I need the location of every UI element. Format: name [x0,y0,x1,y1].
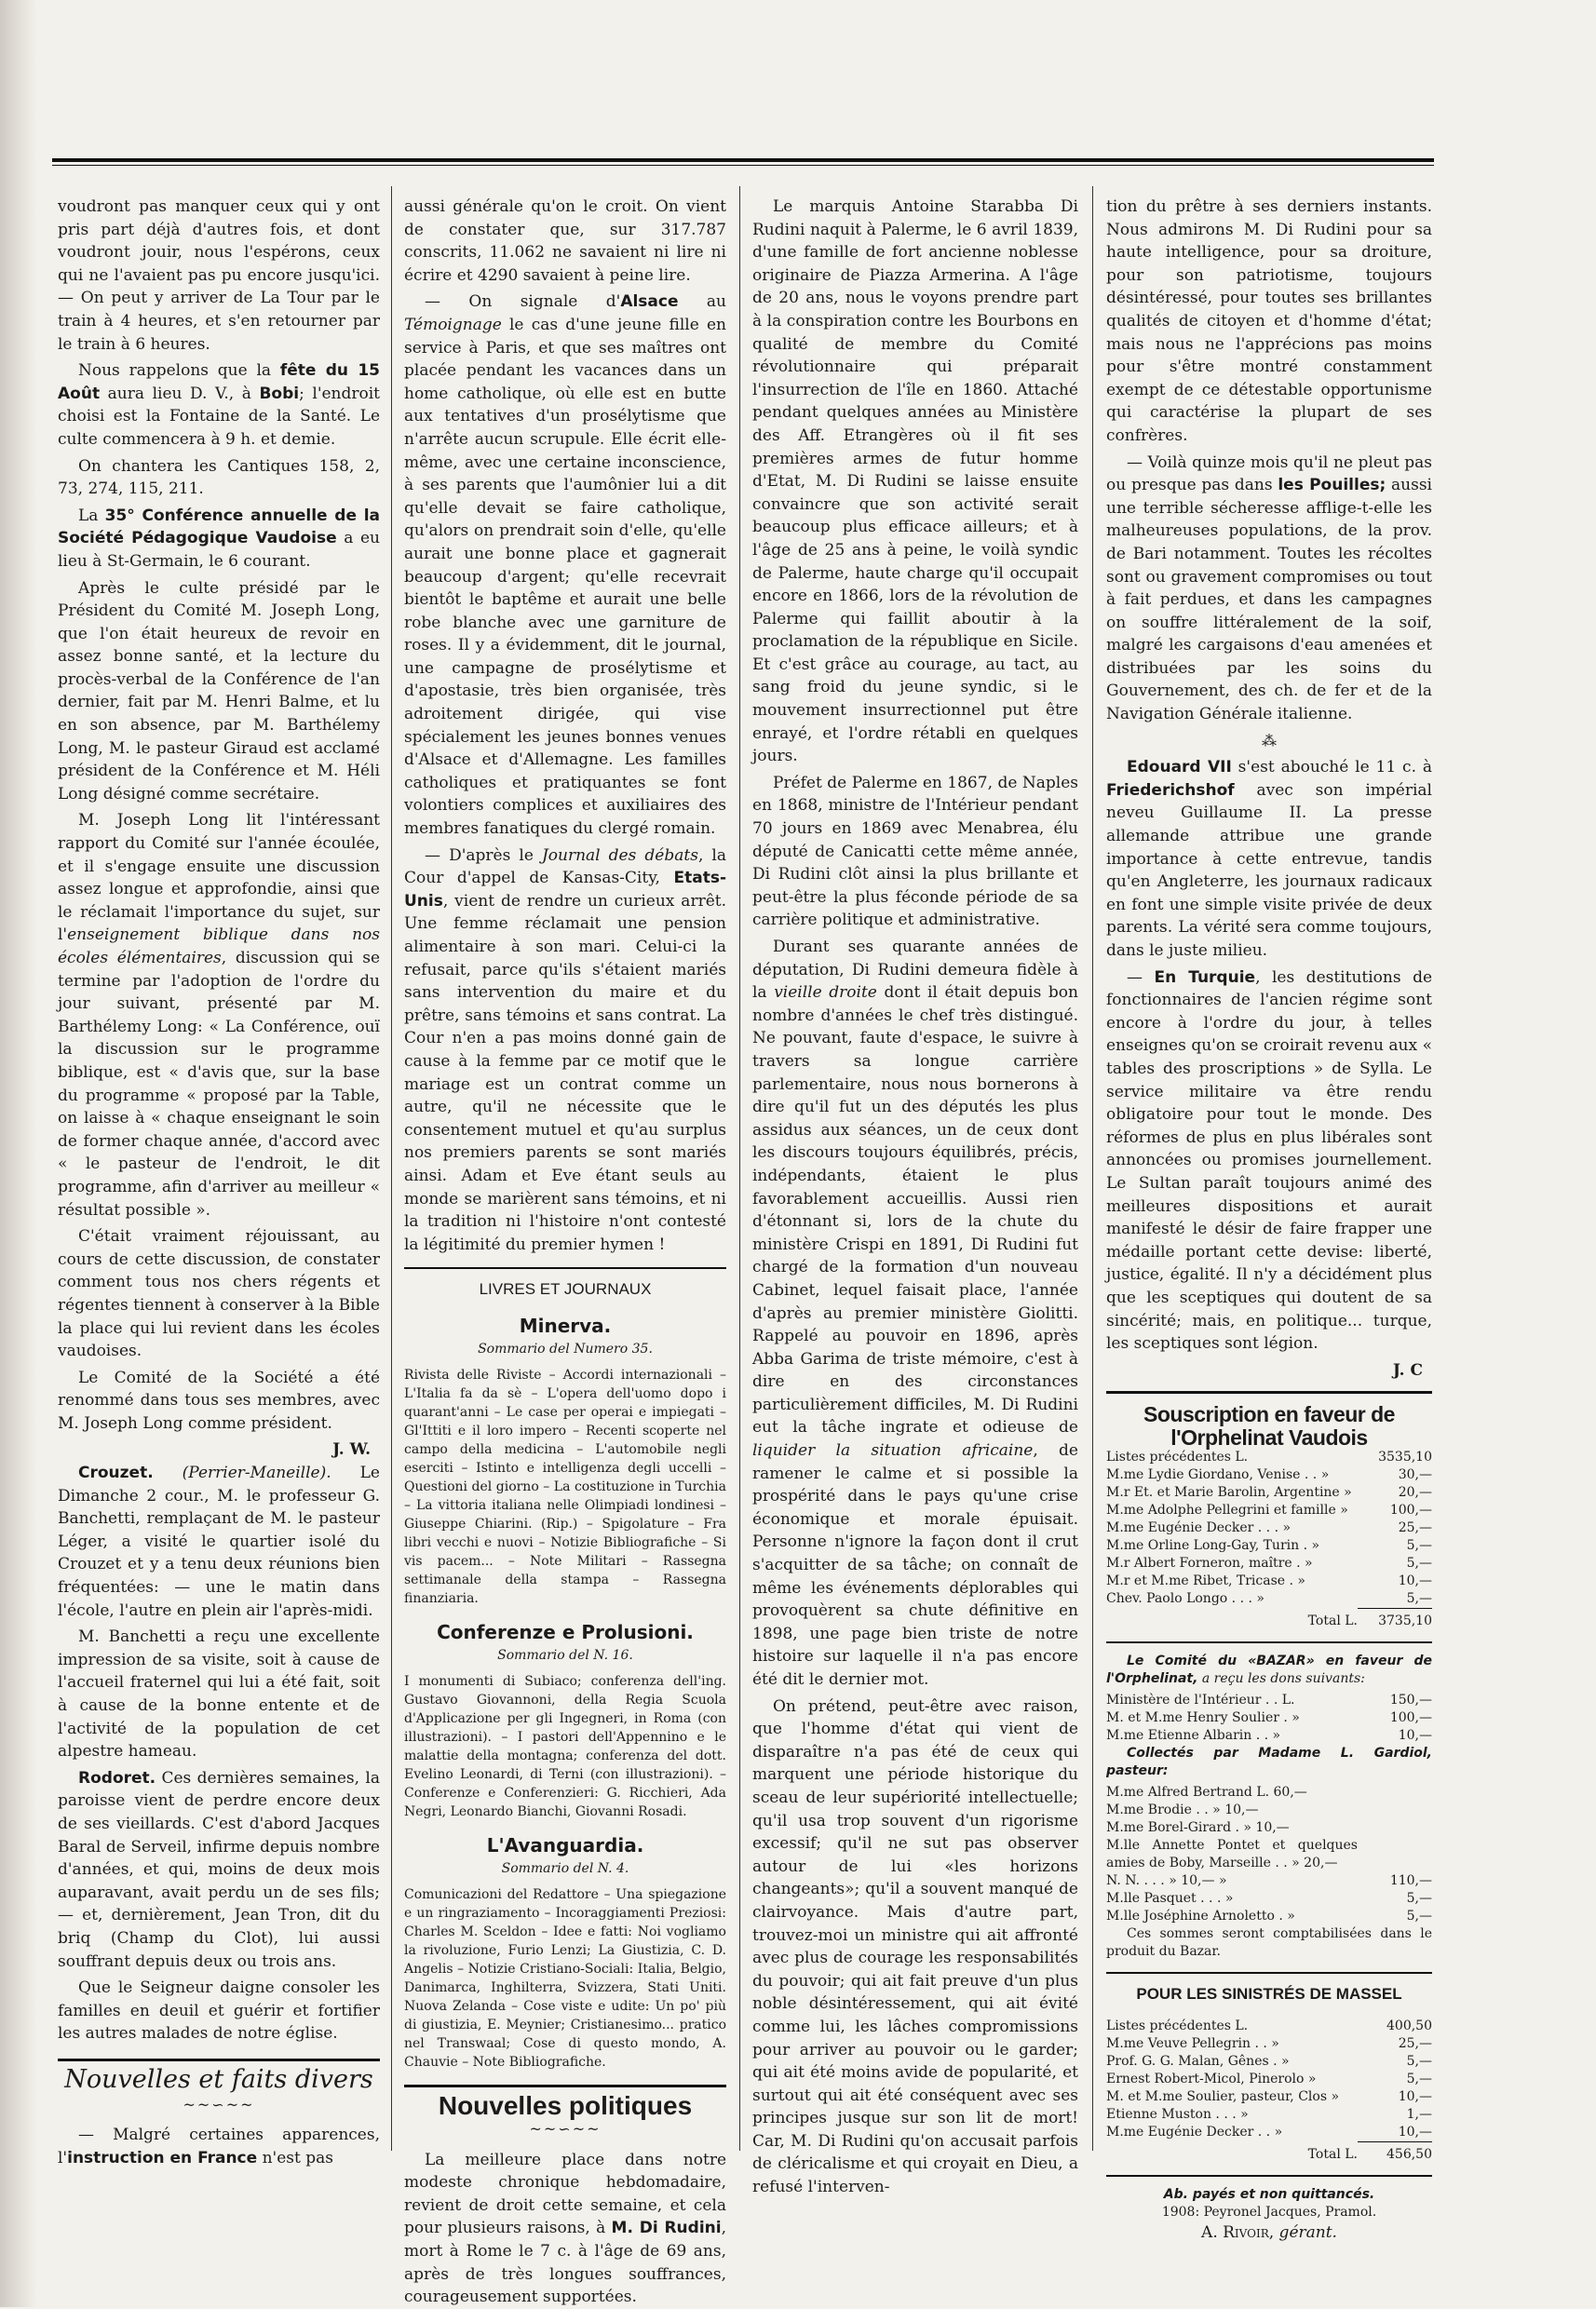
donor-name: M.r et M.me Ribet, Tricase . » [1106,1573,1305,1589]
text: — On signale d' [425,292,621,312]
text: au [678,292,726,312]
paragraph [752,936,1078,1692]
table-row [1106,2106,1432,2124]
amount: 5,— [1406,1538,1432,1554]
text: , les destitutions de fonctionnaires de l'ancien régime sont encore à l'ordre du jour, à telles enseignes qu'on se croirait revenu aux « tables des proscriptions » de Sylla. Le service militaire va être rendu obligatoire pour tout le monde. Des réformes de plus en plus libérales sont annoncées ou promises journellement. Le Sultan paraît toujours animé des meilleures dispositions et aurait manifesté le désir de faire frapper une médaille portant cette devise: liberté, justice, égalité. Il n'y a décidément plus que les sceptiques qui doutent de sa sincérité; mais, en politique... turque, les sceptiques sont légion. [1106,967,1433,1354]
text: — D'après le [425,845,542,865]
column-4 [1106,196,1433,2243]
text: La [78,506,105,525]
bold-text: les Pouilles; [1278,476,1386,495]
table-row [1106,1519,1432,1537]
text: ; l'endroit choisi est la Fontaine de la Santé. Le culte commencera à 9 h. et demie. [58,384,381,449]
bold-text: Etats-Unis [404,869,726,911]
total-label: Total L. [1307,2146,1358,2162]
column-divider [1092,186,1093,2151]
paragraph: Préfet de Palerme en 1867, de Naples en 1868, ministre de l'Intérieur pendant 70 jours en 1869 avec Menabrea, élu député de Canicatti cette même année, Di Rudini clôt ainsi la plus brillante et peut-être la plus féconde période de sa carrière politique et administrative. [752,773,1078,930]
magazine-subtitle: Sommario del Numero 35. [478,1341,653,1357]
paragraph [58,505,380,574]
text: dont il était depuis bon nombre d'années le chef très distingué. Ne pouvant, faute d'espace, le suivre à travers sa longue carrière parlementaire, nous nous bornerons à dire qu'il fut un des députés les plus assidus aux séances, un de ceux dont les discours toujours équilibrés, précis, indépendants, étaient le plus favorablement accueillis. Aussi rien d'étonnant si, lors de la chute du ministère Crispi en 1891, Di Rudini fut chargé de la formation d'un nouveau Cabinet, lequel faisait place, l'année d'après au premier ministère Giolitti. Rappelé au pouvoir en 1896, après Abba Garima de triste mémoire, c'est à dire en des circonstances particulièrement difficiles, M. Di Rudini eut la tâche ingrate et odieuse de [752,983,1078,1438]
column-1 [58,196,381,2167]
text: , la Cour d'appel de Kansas-City, [404,845,726,888]
magazine-summary: Rivista delle Riviste – Accordi internazionali – L'Italia fa da sè – L'opera dell'uomo dopo i quarant'anni – Le case per operai e impiegati – Gl'Ittiti e il loro impero – Recenti scoperte nel campo della medicina – L'automobile negli eserciti – Istinto e intelligenza degli uccelli – Questioni del giorno – La costituzione in Turchia – La vittoria italiana nelle Olimpiadi londinesi – Giuseppe Chiarini. (Rip.) – Spigolature – Fra libri vecchi e nuovi – Notizie Bibliografiche – Si vis pacem... – Note Militari – Rassegna settimanale della stampa – Rassegna finanziaria. [404,1368,726,1607]
italic-text: Témoignage [404,315,502,334]
paragraph [1106,966,1432,1356]
table-row [1106,1573,1432,1590]
bold-text: En Turquie [1154,967,1256,987]
italic-text: liquider la situation africaine [752,1441,1034,1461]
signature: J. C [1392,1360,1423,1380]
bold-text: 35° Conférence annuelle de la Société Pédagogique Vaudoise [58,506,380,548]
amount: 30,— [1398,1467,1432,1483]
bold-text: Edouard VII [1127,758,1232,777]
donor-name: Etienne Muston . . . » [1106,2107,1249,2123]
text: — Voilà quinze mois qu'il ne pleut pas ou presque pas dans [1106,452,1432,495]
table-row [1106,1484,1432,1502]
donor-name: Chev. Paolo Longo . . . » [1106,1591,1265,1607]
table-row [1106,1890,1432,1908]
paragraph [1106,756,1432,962]
text: , mort à Rome le 7 c. à l'âge de 69 ans, après de très longues souffrances, courageusement supportées. [404,2219,726,2307]
donor-name: M.me Eugénie Decker . . . » [1106,1520,1292,1536]
text: s'est abouché le 11 c. à [1231,758,1432,777]
donor-name: Ernest Robert-Micol, Pinerolo » [1106,2072,1317,2087]
donor-name: Ministère de l'Intérieur . . L. [1106,1693,1295,1708]
donor-name: M. et M.me Soulier, pasteur, Clos » [1106,2089,1340,2105]
table-row [1106,1908,1432,1925]
bold-text: instruction en France [67,2148,258,2167]
donor-name: Prof. G. G. Malan, Gênes . » [1106,2054,1290,2070]
paragraph: On prétend, peut-être avec raison, que l'homme d'état qui vient de disparaître n'a pas été de ceux qui marquent une période historique du sceau de leur supériorité intellectuelle; qu'il usa trop souvent d'un rigorisme excessif; qu'il ne sut pas observer autour de lui «les horizons changeants»; qu'il a souvent manqué de clairvoyance. Mais d'autre part, trouvez-moi un ministre qui ait affronté avec plus de courage les responsabilités du pouvoir; qui ait fait preuve d'un plus noble désintéressement, qui ait évité comme lui, les lâches compromissions pour arriver au pouvoir ou le garder; qui ait été moins avide de popularité, et surtout qui ait été conséquent avec ses principes jusque sur son lit de mort! Car, M. Di Rudini qu'on accusait parfois de cléricalisme et qui croyait en Dieu, a refusé l'interven- [752,1696,1078,2197]
column-divider [739,186,740,2151]
donor-name: M.me Orline Long-Gay, Turin . » [1106,1538,1320,1554]
paragraph [58,359,380,451]
total-amount: 456,50 [1358,2142,1432,2165]
bold-italic-text: Le Comité du «BAZAR» en faveur de l'Orphelinat, [1106,1654,1432,1687]
paragraph [58,2124,380,2169]
paragraph [1106,1653,1432,1688]
text: a eu lieu à St-Germain, le 6 courant. [58,529,380,571]
magazine-title: Minerva. [519,1314,612,1337]
paragraph: Après le culte présidé par le Président du Comité M. Joseph Long, que l'on était heureux de revoir en assez bonne santé, et la lecture du procès-verbal de la Conférence de l'an dernier, fait par M. Henri Balme, et lu en son absence, par M. Barthélemy Long, M. le pasteur Giraud est acclamé président de la Conférence et M. Héli Long désigné comme secrétaire. [58,578,380,803]
table-row [1106,1692,1432,1709]
ornament: ~~∽~~ [183,2095,255,2113]
text: aussi une terrible sécheresse afflige-t-elle les malheureuses populations, de la prov. de Bari notamment. Toutes les récoltes sont ou gravement compromises ou tout à fait perdues, et dans les campagnes on souffre littéralement de la soif, malgré les cargaisons d'eau amenées et distribuées par les soins du Gouvernement, des ch. de fer et de la Navigation Générale italienne. [1106,476,1432,724]
donation-table [1106,1692,1432,1745]
amount [1358,1837,1432,1872]
paragraph: C'était vraiment réjouissant, au cours de cette discussion, de constater comment tous nos chers régents et régentes tiennent à conserver à la Bible la place qui lui revient dans les écoles vaudoises. [58,1227,380,1361]
total-label: Total L. [1307,1613,1358,1628]
paragraph: aussi générale qu'on le croit. On vient de constater que, sur 317.787 conscrits, 11.062 ne savaient ni lire ni écrire et 4290 savaient à peine lire. [404,197,726,285]
bold-text: Alsace [620,292,679,312]
amount: 5,— [1406,1891,1432,1907]
paragraph [58,1767,380,1973]
bazar-note: Ces sommes seront comptabilisées dans le produit du Bazar. [1106,1926,1432,1960]
bold-text: Bobi [259,384,300,403]
divider [1106,1641,1432,1643]
paragraph: voudront pas manquer ceux qui y ont pris part déjà d'autres fois, et dont voudront jouir, nous l'espérons, ceux qui ne l'avaient pas pu encore jusqu'ici. — On peut y arriver de La Tour par le train à 4 heures, et s'en retourner par le train à 6 heures. [58,197,380,354]
donor-name: Listes précédentes L. [1106,2019,1249,2034]
table-row [1106,1727,1432,1745]
bold-text: Crouzet. [78,1464,154,1483]
table-row [1106,1449,1432,1466]
donor-name: M.lle Annette Pontet et quelques amies de Boby, Marseille . . » 20,— [1106,1838,1358,1871]
text: — Malgré certaines apparences, l' [58,2126,380,2167]
subscription-title: Souscription en faveur de l'Orphelinat Vaudois [1106,1391,1432,1449]
subscription-table [1106,2018,1432,2164]
paragraph [1106,452,1432,726]
donor-name: M.lle Pasquet . . . » [1106,1891,1234,1907]
collection-note: Collectés par Madame L. Gardiol, pasteur: [1106,1746,1432,1779]
table-row [1106,1537,1432,1555]
subscriptions-line: 1908: Peyronel Jacques, Pramol. [1161,2205,1377,2221]
amount: 5,— [1406,1556,1432,1572]
table-row [1106,2018,1432,2035]
amount: 10,— [1398,1728,1432,1744]
donor-name: M.me Brodie . . » 10,— [1106,1803,1259,1818]
donation-table [1106,1784,1432,1925]
bold-text: fête du 15 Août [58,361,380,403]
paragraph: Le marquis Antoine Starabba Di Rudini naquit à Palerme, le 6 avril 1839, d'une famille de fort ancienne noblesse originaire de Piazza Armerina. A l'âge de 20 ans, nous le voyons prendre part à la conspiration contre les Bourbons en qualité de membre du Comité révolutionnaire qui préparait l'insurrection de l'île en 1860. Attaché pendant quelques années au Ministère des Aff. Etrangères où il fit ses premières armes de futur homme d'Etat, M. Di Rudini se laisse ensuite convaincre que son activité serait beaucoup plus efficace ailleurs; et à l'âge de 25 ans à peine, le voilà syndic de Palerme, haute charge qu'il occupait encore en 1866, lors de la révolution de Palerme qui faillit aboutir à la proclamation de la république en Sicile. Et c'est grâce au courage, au tact, au sang froid du jeune syndic, si le mouvement insurrectionnel put être enrayé, et l'ordre rétabli en quelques jours. [752,197,1078,766]
total-row [1106,2142,1432,2165]
donor-name: M.me Alfred Bertrand L. 60,— [1106,1785,1307,1801]
subscriptions-title: Ab. payés et non quittancés. [1163,2187,1375,2203]
text: Le Dimanche 2 cour., M. le professeur G. Banchetti, remplaçant de M. le pasteur Léger, a visité le quartier isolé du Crouzet et y a tenu deux réunions bien fréquentées: — une le matin dans l'école, l'autre en plein air l'après-midi. [58,1464,380,1620]
donor-name: M.r Albert Forneron, maître . » [1106,1556,1313,1572]
magazine-subtitle: Sommario del N. 4. [501,1860,629,1876]
donor-name: M.me Etienne Albarin . . » [1106,1728,1281,1744]
italic-text: Journal des débats [541,845,698,865]
scan-shadow [0,0,37,2307]
table-row [1106,1590,1432,1609]
amount: 10,— [1398,2089,1432,2105]
total-row [1106,1609,1432,1631]
italic-text: (Perrier-Maneille). [153,1464,331,1483]
amount [1358,1802,1432,1819]
table-row [1106,1709,1432,1727]
divider [1106,1972,1432,1974]
manager-name: A. Rivoir, [1201,2223,1275,2243]
table-row [1106,2088,1432,2106]
manager-credit [1106,2221,1432,2245]
text: La meilleure place dans notre modeste chronique hebdomadaire, revient de droit cette semaine, et cela pour plusieurs raisons, à [404,2150,726,2238]
italic-text: enseignement biblique dans nos écoles élémentaires [58,925,380,967]
donor-name: M.me Borel-Girard . » 10,— [1106,1820,1290,1836]
donor-name: M.me Adolphe Pellegrini et famille » [1106,1503,1348,1519]
table-row [1106,2124,1432,2142]
magazine-summary: Comunicazioni del Redattore – Una spiegazione e un ringraziamento – Incoraggiamenti Preziosi: Charles M. Sceldon – Idee e fatti: Noi vogliamo la rivoluzione, Furio Lenzi; La Giustizia, C. D. Angelis – Notizie Cristiano-Sociali: Italia, Belgio, Danimarca, Inghilterra, Svizzera, Stati Uniti. Nuova Zelanda – Cose viste e udite: Un po' più di giustizia, E. Meynier; Cristianesimo... pratico nel Transwaal; Cose di questo mondo, A. Chauvie – Note Bibliografiche. [404,1887,726,2071]
amount: 110,— [1389,1873,1432,1889]
amount: 100,— [1389,1710,1432,1726]
donor-name: M.r Et. et Marie Barolin, Argentine » [1106,1485,1352,1501]
table-row [1106,2035,1432,2053]
text: aura lieu D. V., à [100,384,260,403]
amount: 3535,10 [1378,1450,1432,1465]
section-label: LIVRES ET JOURNAUX [479,1280,652,1299]
table-row [1106,1784,1432,1802]
bold-text: M. Di Rudini [611,2219,722,2238]
amount: 25,— [1398,1520,1432,1536]
subscription-table [1106,1449,1432,1630]
amount: 150,— [1389,1693,1432,1708]
magazine-title: Conferenze e Prolusioni. [437,1621,694,1644]
italic-text: vieille droite [774,983,877,1003]
table-row [1106,1837,1432,1872]
amount: 10,— [1398,2125,1432,2140]
text: M. Joseph Long lit l'intéressant rapport du Comité sur l'année écoulée, et il s'engage ensuite une discussion assez longue et approfondie, ainsi que le réclamait l'importance du sujet, sur l' [58,811,380,945]
text: Durant ses quarante années de députation, Di Rudini demeura fidèle à la [752,938,1078,1003]
donor-name: M.me Eugénie Decker . . » [1106,2125,1283,2140]
header-rule [52,158,1434,162]
table-row [1106,2071,1432,2088]
text: le cas d'une jeune fille en service à Paris, et que ses maîtres ont placée pendant les vacances dans un home catholique, où elle est en butte aux tentatives d'un prosélytisme que n'arrête aucun scrupule. Elle écrit elle-même, avec une certaine inconscience, à ses parents que l'aumônier lui a dit qu'elle devait se faire catholique, qu'alors on prendrait soin d'elle, qu'elle aurait une bonne place et gagnerait beaucoup d'argent; qu'elle recevrait bientôt le baptême et aurait une belle robe blanche avec une garniture de roses. Il y a évidemment, dit le journal, une campagne de prosélytisme et d'apostasie, très bien organisée, très adroitement dirigée, qui vise spécialement les jeunes bonnes venues d'Alsace et d'Allemagne. Les familles catholiques et pratiquantes se font volontiers complices et auxiliaires des membres fanatiques du clergé romain. [404,315,726,839]
table-row [1106,1502,1432,1519]
amount [1358,1784,1432,1802]
amount: 1,— [1406,2107,1432,2123]
text: Nous rappelons que la [78,361,280,381]
text: , discussion qui se termine par l'adoption de l'ordre du jour suivant, présenté par M. Barthélemy Long: « La Conférence, ouï la discussion sur le programme biblique, est « d'avis que, sur la base du programme « proposé par la Table, on laisse à « chaque enseignant le soin de former chaque année, d'accord avec « le pasteur de l'endroit, le dit programme, afin d'arriver au meilleur « résultat possible ». [58,949,381,1220]
text: avec son impérial neveu Guillaume II. La presse allemande attribue une grande importance à cette entrevue, tandis qu'en Angleterre, les journaux radicaux en font une simple visite privée de deux parents. La vérité sera comme toujours, dans le juste milieu. [1106,780,1432,960]
donor-name: M. et M.me Henry Soulier . » [1106,1710,1300,1726]
signature: J. W. [332,1440,371,1460]
donor-name: M.lle Joséphine Arnoletto . » [1106,1909,1295,1924]
text: n'est pas [257,2148,333,2167]
ornament: ~~∽~~ [529,2120,602,2139]
table-row [1106,2053,1432,2071]
amount: 10,— [1398,1573,1432,1589]
paragraph: tion du prêtre à ses derniers instants. Nous admirons M. Di Rudini pour sa haute intelligence, pour sa droiture, pour son patriotisme, toujours désintéressé, pour toutes ses brillantes qualités de citoyen et d'homme d'état; mais nous ne l'apprécions pas moins pour s'être montré constamment exempt de ce détestable opportunisme qui caractérise la plupart de ses confrères. [1106,197,1432,445]
bold-text: Friederichshof [1106,780,1235,800]
text: — [1127,967,1155,987]
table-row [1106,1819,1432,1837]
amount: 5,— [1406,1909,1432,1924]
table-row [1106,1555,1432,1573]
paragraph: On chantera les Cantiques 158, 2, 73, 274, 115, 211. [58,456,380,499]
table-row [1106,1466,1432,1484]
donor-name: M.me Veuve Pellegrin . . » [1106,2036,1279,2052]
column-2 [404,196,726,2307]
amount: 400,50 [1386,2019,1432,2034]
header-rule-thin [52,165,1434,166]
amount [1358,1819,1432,1837]
divider [404,1267,726,1269]
table-row [1106,1872,1432,1890]
donor-name: M.me Lydie Giordano, Venise . . » [1106,1467,1330,1483]
paragraph [58,1462,380,1622]
subscription-title: POUR LES SINISTRÉS DE MASSEL [1136,1985,1402,2004]
paragraph: M. Banchetti a reçu une excellente impression de sa visite, soit à cause de l'accueil fraternel qui lui a été fait, soit à cause de la bonne entente et de l'activité de la population de cet alpestre hameau. [58,1627,380,1762]
text: Ces dernières semaines, la paroisse vient de perdre encore deux de ses vieillards. C'est d'abord Jacques Baral de Serveil, infirme depuis nombre d'années, et qui, moins de deux mois auparavant, avait perdu un de ses fils; — et, dernièrement, Jean Tron, dit du briq (Champ du Clot), lui aussi souffrant depuis deux ou trois ans. [58,1768,380,1971]
manager-role: gérant. [1274,2223,1337,2243]
paragraph [58,809,380,1222]
text: , de ramener le calme et si possible la prospérité dans le pays qu'une crise économique et morale épuisait. Personne n'ignore la façon dont il crut s'acquitter de sa tâche; on connaît de même les événements déplorables qui provoquèrent sa chute définitive en 1898, une page bien triste de notre histoire sur laquelle il n'a pas encore été dit le dernier mot. [752,1441,1078,1689]
divider [1106,2175,1432,2177]
bold-text: Rodoret. [78,1768,156,1788]
total-amount: 3735,10 [1358,1609,1432,1631]
column-divider [391,186,392,2151]
italic-text: a reçu les dons suivants: [1197,1671,1365,1687]
magazine-subtitle: Sommario del N. 16. [497,1647,633,1663]
paragraph [404,290,726,840]
separator-stars: ⁂ [1262,731,1277,749]
column-3 [752,196,1078,2197]
paragraph: Le Comité de la Société a été renommé dans tous ses membres, avec M. Joseph Long comme président. [58,1368,380,1433]
paragraph [404,844,726,1257]
amount: 25,— [1398,2036,1432,2052]
amount: 20,— [1398,1485,1432,1501]
amount: 5,— [1406,2072,1432,2087]
paragraph [404,2149,726,2309]
text: , vient de rendre un curieux arrêt. Une femme réclamait une pension alimentaire à son mari. Celui-ci la refusait, parce qu'ils s'étaient mariés sans intervention du maire et du prêtre, sans témoins et sans contrat. La Cour n'en a pas moins donné gain de cause à la femme par ce motif que le mariage est un contrat comme un autre, qu'il ne nécessite que le consentement mutuel et qu'au surplus nos premiers parents se sont mariés ainsi. Adam et Eve étant seuls au monde se marièrent sans témoins, et ni la tradition ni l'histoire n'ont contesté la légitimité du premier hymen ! [404,891,726,1254]
paragraph: Que le Seigneur daigne consoler les familles en deuil et guérir et fortifier les autres malades de notre église. [58,1978,380,2044]
section-title: Nouvelles politiques [404,2085,726,2118]
donor-name: N. N. . . . » 10,— » [1106,1873,1227,1889]
magazine-title: L'Avanguardia. [486,1834,644,1857]
amount: 100,— [1389,1503,1432,1519]
amount: 5,— [1406,2054,1432,2070]
section-title: Nouvelles et faits divers [58,2059,380,2092]
amount: 5,— [1406,1591,1432,1607]
donor-name: Listes précédentes L. [1106,1450,1249,1465]
magazine-summary: I monumenti di Subiaco; conferenza dell'ing. Gustavo Giovannoni, della Regia Scuola d'Applicazione per gli Ingegneri, in Roma (con illustrazioni). – I pastori dell'Appennino e le malattie della montagna; conferenza del dott. Evelino Leonardi, di Terni (con illustrazioni). – Conferenze e Conferenzieri: G. Ricchieri, Ada Negri, Leonardo Bianchi, Giovanni Rosadi. [404,1674,726,1820]
table-row [1106,1802,1432,1819]
